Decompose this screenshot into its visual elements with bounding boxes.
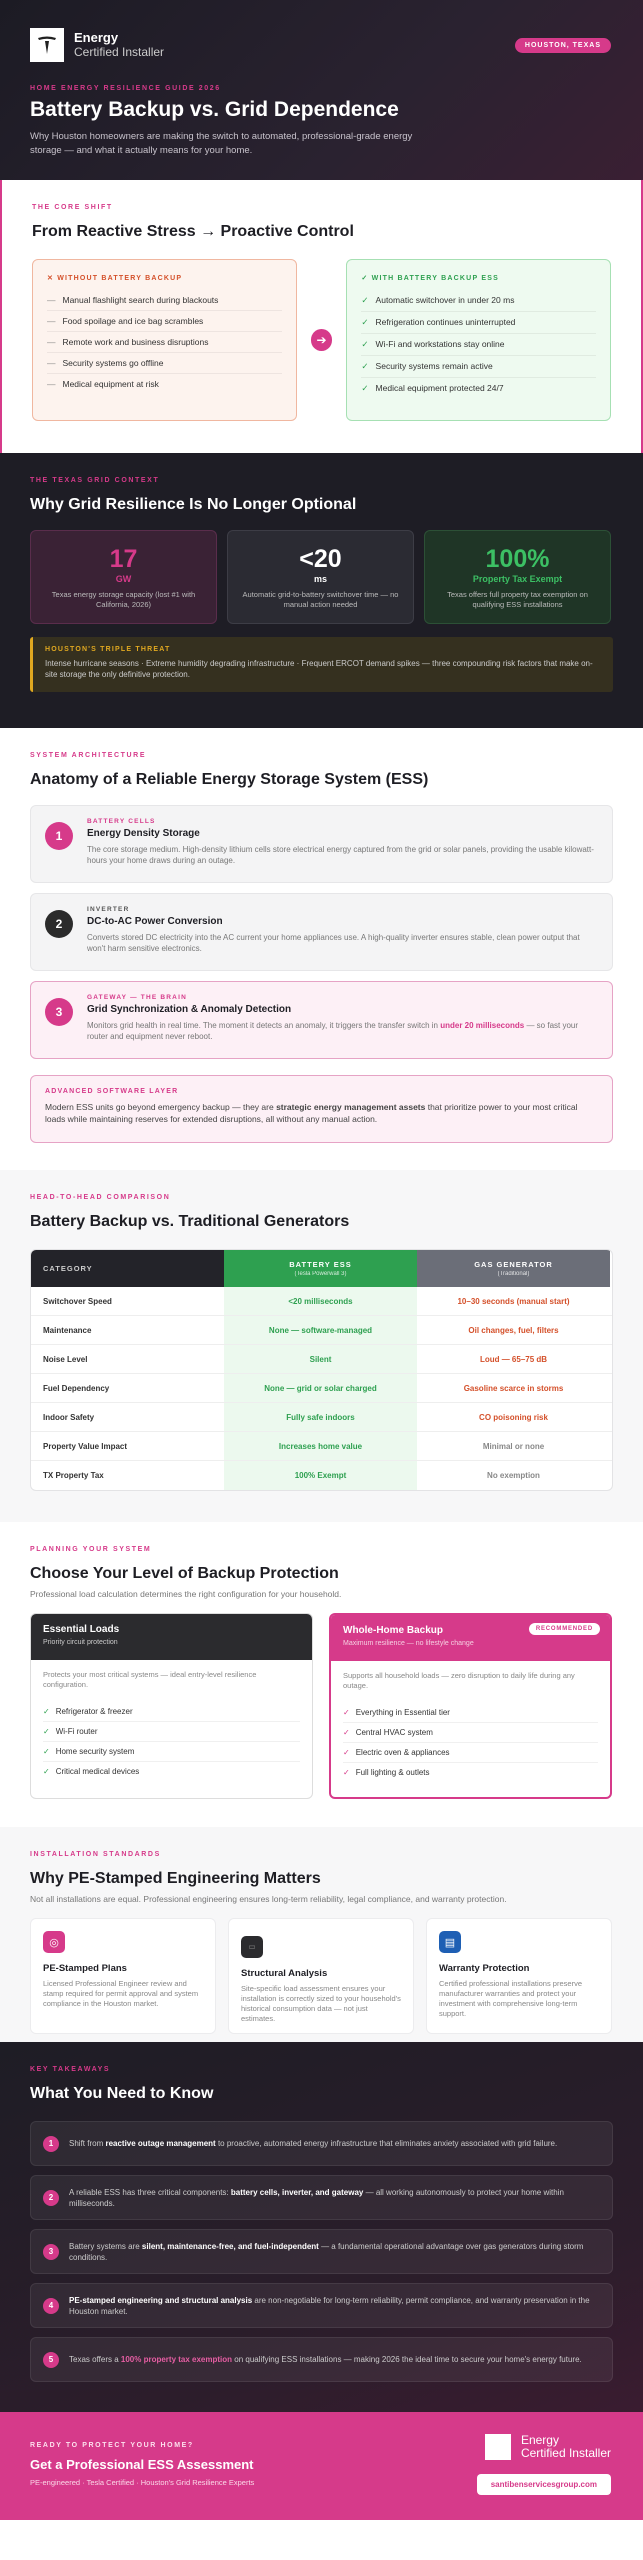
step-number: 2 — [45, 910, 73, 938]
list-item — [47, 311, 282, 332]
list-item — [47, 290, 282, 311]
cta-subtitle: PE-engineered · Tesla Certified · Houston's Grid Resilience Experts — [30, 2478, 255, 2487]
takeaway-text — [69, 2241, 600, 2263]
check-icon: ✓ — [361, 361, 369, 371]
list-item-label: Home security system — [55, 1747, 135, 1756]
list-item — [361, 312, 596, 334]
row-category: Indoor Safety — [43, 1412, 95, 1422]
list-item-label: Automatic switchover in under 20 ms — [375, 295, 515, 305]
list-item-label: Central HVAC system — [355, 1728, 433, 1737]
text: Texas offers a — [69, 2355, 121, 2364]
text-bold: PE-stamped engineering and structural analysis — [69, 2295, 253, 2305]
component-card — [30, 893, 613, 971]
step-number: 5 — [43, 2352, 59, 2368]
text-bold: strategic energy management assets — [276, 1102, 426, 1112]
header-label: CATEGORY — [43, 1264, 93, 1273]
list-item-label: Electric oven & appliances — [355, 1748, 450, 1757]
row-category: TX Property Tax — [43, 1471, 104, 1480]
column-header — [31, 1250, 224, 1287]
text: Battery systems are — [69, 2241, 142, 2251]
list-item — [361, 356, 596, 378]
list-item — [47, 374, 282, 394]
row-ess-value: None — grid or solar charged — [224, 1374, 417, 1402]
row-ess-value: None — software-managed — [224, 1316, 417, 1344]
list-item-label: Everything in Essential tier — [355, 1708, 450, 1717]
callout-title: HOUSTON'S TRIPLE THREAT — [45, 646, 171, 653]
stat-desc: Texas energy storage capacity (lost #1 with California, 2026) — [51, 590, 196, 609]
table-row — [31, 1374, 612, 1403]
text: — all working autonomously to protect your home within milliseconds. — [69, 2187, 564, 2208]
step-number: 4 — [43, 2298, 59, 2314]
dash-icon: — — [47, 379, 56, 389]
tesla-logo-icon — [485, 2434, 511, 2460]
component-kicker: INVERTER — [87, 906, 130, 913]
list-item-label: Refrigerator & freezer — [55, 1707, 133, 1716]
section-title: Battery Backup vs. Traditional Generators — [30, 1213, 350, 1230]
desc-text: — so fast your router and equipment never reboot. — [87, 1021, 579, 1041]
list-item — [47, 332, 282, 353]
takeaway-item — [30, 2337, 613, 2382]
card-header: WITH BATTERY BACKUP ESS — [371, 275, 499, 282]
stat-desc: Texas offers full property tax exemption on qualifying ESS installations — [447, 590, 588, 609]
column-header — [224, 1250, 417, 1287]
cta-section — [0, 2412, 643, 2520]
list-item — [361, 290, 596, 312]
plan-desc: Protects your most critical systems — ideal entry-level resilience configuration. — [43, 1670, 257, 1689]
stat-card — [227, 530, 414, 624]
component-card — [30, 805, 613, 883]
stat-value: <20 — [299, 545, 342, 573]
check-icon: ✓ — [43, 1767, 50, 1776]
row-ess-value: 100% Exempt — [224, 1461, 417, 1490]
list-item — [43, 1702, 300, 1722]
cta-title: Get a Professional ESS Assessment — [30, 2457, 254, 2472]
text: Shift from — [69, 2139, 106, 2148]
check-icon: ✓ — [43, 1747, 50, 1756]
list-item — [343, 1703, 598, 1723]
stat-desc: Automatic grid-to-battery switchover time — no manual action needed — [242, 590, 399, 609]
core-shift-section — [0, 180, 643, 453]
check-icon: ✓ — [343, 1708, 350, 1717]
without-battery-card — [32, 259, 297, 421]
plan-card-whole-home[interactable] — [329, 1613, 612, 1799]
section-subtitle: Professional load calculation determines the right configuration for your household. — [30, 1589, 342, 1599]
takeaway-text — [69, 2187, 600, 2209]
section-kicker: HEAD-TO-HEAD COMPARISON — [30, 1194, 171, 1201]
takeaway-text — [69, 2138, 557, 2149]
row-ess-value: <20 milliseconds — [224, 1287, 417, 1315]
protection-section — [0, 1522, 643, 1827]
takeaway-text — [69, 2354, 582, 2365]
takeaway-text — [69, 2295, 600, 2317]
section-title: Anatomy of a Reliable Energy Storage System (ESS) — [30, 771, 429, 788]
list-item-label: Critical medical devices — [55, 1767, 140, 1776]
component-title: Energy Density Storage — [87, 828, 200, 839]
hero-kicker: HOME ENERGY RESILIENCE GUIDE 2026 — [30, 85, 221, 92]
takeaways-section — [0, 2042, 643, 2412]
list-item-label: Security systems remain active — [375, 361, 493, 371]
row-category: Fuel Dependency — [43, 1383, 110, 1393]
row-category: Maintenance — [43, 1325, 92, 1335]
list-item — [43, 1762, 300, 1781]
stat-card — [424, 530, 611, 624]
takeaway-item — [30, 2121, 613, 2166]
row-ess-value: Silent — [224, 1345, 417, 1373]
dash-icon: — — [47, 337, 56, 347]
plan-sub: Priority circuit protection — [43, 1639, 118, 1646]
card-title: Warranty Protection — [439, 1963, 530, 1974]
list-item — [343, 1743, 598, 1763]
section-kicker: KEY TAKEAWAYS — [30, 2066, 111, 2073]
list-item-label: Security systems go offline — [62, 358, 164, 368]
section-title: What You Need to Know — [30, 2085, 214, 2102]
list-item-label: Remote work and business disruptions — [62, 337, 209, 347]
text-bold: reactive outage management — [105, 2139, 216, 2148]
header-label: GAS GENERATOR — [474, 1260, 553, 1269]
section-kicker: THE TEXAS GRID CONTEXT — [30, 477, 160, 484]
component-kicker: BATTERY CELLS — [87, 818, 156, 825]
step-number: 3 — [43, 2244, 59, 2260]
list-item — [343, 1763, 598, 1782]
document-icon: ▤ — [439, 1931, 461, 1953]
text: Modern ESS units go beyond emergency backup — they are — [45, 1102, 277, 1112]
table-row — [31, 1461, 612, 1490]
plan-title: Essential Loads — [43, 1624, 120, 1635]
hero-subtitle: Why Houston homeowners are making the switch to automated, professional-grade energy storage — and what it actually means for your home. — [30, 131, 413, 156]
dash-icon: — — [47, 295, 56, 305]
list-item-label: Refrigeration continues uninterrupted — [375, 317, 516, 327]
header-sub: (Traditional) — [497, 1271, 530, 1277]
plan-card-essential[interactable] — [30, 1613, 313, 1799]
stat-value: 17 — [109, 545, 138, 573]
list-item — [343, 1723, 598, 1743]
anatomy-section — [0, 728, 643, 1170]
dash-icon: — — [47, 358, 56, 368]
callout-text — [45, 1101, 598, 1125]
takeaway-item — [30, 2229, 613, 2274]
pe-card — [426, 1918, 612, 2034]
step-number: 2 — [43, 2190, 59, 2206]
section-subtitle: Not all installations are equal. Professional engineering ensures long-term reliability, legal compliance, and warranty protection. — [30, 1894, 507, 1904]
row-category: Property Value Impact — [43, 1441, 128, 1451]
row-generator-value: Loud — 65–75 dB — [479, 1354, 548, 1364]
logo-line1: Energy — [74, 30, 119, 45]
list-item — [361, 378, 596, 399]
monitor-icon: ▭ — [241, 1936, 263, 1958]
plan-sub: Maximum resilience — no lifestyle change — [343, 1640, 474, 1647]
with-battery-card — [346, 259, 611, 421]
row-ess-value: Increases home value — [224, 1432, 417, 1460]
row-generator-value: CO poisoning risk — [479, 1412, 548, 1422]
card-desc: Certified professional installations preserve manufacturer warranties and protect your investment with comprehensive long-term support. — [439, 1979, 582, 2018]
text: A reliable ESS has three critical components: — [69, 2187, 231, 2197]
row-generator-value: Minimal or none — [482, 1441, 545, 1451]
list-item-label: Wi-Fi router — [55, 1727, 98, 1736]
text: to proactive, automated energy infrastructure that eliminates anxiety associated with grid failure. — [215, 2139, 558, 2148]
grid-context-section — [0, 453, 643, 728]
section-kicker: PLANNING YOUR SYSTEM — [30, 1546, 152, 1553]
list-item-label: Manual flashlight search during blackouts — [62, 295, 219, 305]
component-title: Grid Synchronization & Anomaly Detection — [87, 1004, 292, 1015]
list-item — [43, 1722, 300, 1742]
plan-desc: Supports all household loads — zero disruption to daily life during any outage. — [343, 1671, 575, 1690]
row-ess-value: Fully safe indoors — [224, 1403, 417, 1431]
header-sub: (Tesla Powerwall 3) — [294, 1271, 347, 1277]
desc-text: Monitors grid health in real time. The moment it detects an anomaly, it triggers the transfer switch in — [87, 1021, 441, 1030]
section-title: Choose Your Level of Backup Protection — [30, 1565, 339, 1582]
list-item-label: Medical equipment protected 24/7 — [375, 383, 504, 393]
takeaway-item — [30, 2283, 613, 2328]
logo-line1: Energy — [520, 2433, 559, 2447]
table-row — [31, 1287, 612, 1316]
stat-unit: Property Tax Exempt — [472, 574, 563, 584]
pe-engineering-section — [0, 1827, 643, 2042]
pe-card — [30, 1918, 216, 2034]
row-generator-value: Oil changes, fuel, filters — [468, 1325, 559, 1335]
hero-section — [0, 0, 643, 180]
desc-highlight: under 20 milliseconds — [440, 1021, 525, 1030]
check-icon: ✓ — [343, 1768, 350, 1777]
logo-line2: Certified Installer — [74, 45, 165, 59]
plan-title: Whole-Home Backup — [343, 1625, 444, 1636]
row-category: Noise Level — [43, 1354, 88, 1364]
check-icon: ✓ — [361, 317, 369, 327]
list-item-label: Full lighting & outlets — [355, 1768, 430, 1777]
text: — a fundamental operational advantage over gas generators during storm conditions. — [69, 2241, 584, 2262]
callout-kicker: ADVANCED SOFTWARE LAYER — [45, 1088, 179, 1095]
component-kicker: GATEWAY — THE BRAIN — [87, 994, 187, 1001]
list-item-label: Wi-Fi and workstations stay online — [375, 339, 505, 349]
text-bold: 100% property tax exemption — [120, 2355, 233, 2364]
comparison-table — [30, 1249, 613, 1491]
recommended-badge: RECOMMENDED — [529, 1623, 600, 1635]
advanced-software-callout — [30, 1075, 613, 1143]
section-title: From Reactive Stress → Proactive Control — [32, 223, 354, 240]
card-title: PE-Stamped Plans — [43, 1963, 127, 1974]
list-item — [43, 1742, 300, 1762]
check-icon: ✓ — [361, 383, 369, 393]
table-row — [31, 1316, 612, 1345]
arrow-right-icon: ➔ — [311, 329, 333, 351]
list-item-label: Medical equipment at risk — [62, 379, 159, 389]
check-icon: ✓ — [361, 295, 369, 305]
section-title: Why Grid Resilience Is No Longer Optional — [30, 496, 357, 513]
row-generator-value: No exemption — [487, 1471, 540, 1480]
section-title: Why PE-Stamped Engineering Matters — [30, 1870, 321, 1887]
card-desc: Licensed Professional Engineer review and stamp required for permit approval and system compliance in the Houston market. — [43, 1979, 199, 2008]
stat-unit: ms — [313, 574, 327, 584]
x-icon: ✕ — [47, 275, 58, 282]
card-header: WITHOUT BATTERY BACKUP — [57, 275, 183, 282]
text-bold: silent, maintenance-free, and fuel-independent — [141, 2241, 319, 2251]
check-icon: ✓ — [361, 275, 372, 282]
footer-logo — [485, 2434, 611, 2460]
stat-value: 100% — [485, 545, 550, 573]
card-title: Structural Analysis — [241, 1968, 328, 1979]
location-badge: HOUSTON, TEXAS — [515, 38, 611, 53]
list-item-label: Food spoilage and ice bag scrambles — [62, 316, 204, 326]
check-icon: ✓ — [43, 1727, 50, 1736]
check-icon: ✓ — [361, 339, 369, 349]
stamp-icon: ◎ — [43, 1931, 65, 1953]
row-category: Switchover Speed — [43, 1296, 112, 1306]
comparison-section — [0, 1170, 643, 1522]
step-number: 1 — [43, 2136, 59, 2152]
row-generator-value: Gasoline scarce in storms — [463, 1383, 564, 1393]
stat-card — [30, 530, 217, 624]
list-item — [47, 353, 282, 374]
table-row — [31, 1403, 612, 1432]
table-row — [31, 1432, 612, 1461]
dash-icon: — — [47, 316, 56, 326]
text: that prioritize power to your most critical loads while maintaining reserves for extended disruptions, all without any manual action. — [45, 1102, 578, 1124]
triple-threat-callout — [30, 637, 613, 692]
callout-text: Intense hurricane seasons · Extreme humidity degrading infrastructure · Frequent ERCOT demand spikes — three compounding risk factors that make on-site storage the only definitive protection. — [45, 659, 593, 679]
section-kicker: THE CORE SHIFT — [32, 204, 113, 211]
tesla-logo-icon — [30, 28, 64, 62]
check-icon: ✓ — [343, 1728, 350, 1737]
section-kicker: INSTALLATION STANDARDS — [30, 1851, 161, 1858]
logo-line2: Certified Installer — [520, 2446, 611, 2460]
step-number: 1 — [45, 822, 73, 850]
component-desc — [87, 1020, 598, 1042]
component-card — [30, 981, 613, 1059]
text: on qualifying ESS installations — making 2026 the ideal time to secure your home's energy future. — [232, 2355, 582, 2364]
component-desc: Converts stored DC electricity into the AC current your home appliances use. A high-quality inverter ensures stable, clean power output that won't harm sensitive electronics. — [87, 933, 580, 953]
column-header — [417, 1250, 610, 1287]
check-icon: ✓ — [43, 1707, 50, 1716]
component-title: DC-to-AC Power Conversion — [87, 916, 223, 927]
page-title: Battery Backup vs. Grid Dependence — [30, 98, 399, 121]
stat-unit: GW — [115, 574, 132, 584]
component-desc: The core storage medium. High-density lithium cells store electrical energy captured from the grid or solar panels, providing the usable kilowatt-hours your home draws during an outage. — [87, 845, 594, 865]
step-number: 3 — [45, 998, 73, 1026]
cta-kicker: READY TO PROTECT YOUR HOME? — [30, 2442, 194, 2449]
row-generator-value: 10–30 seconds (manual start) — [457, 1296, 570, 1306]
text: are non-negotiable for long-term reliability, permit compliance, and warranty preservation in the Houston market. — [69, 2295, 590, 2316]
table-header — [31, 1250, 612, 1287]
check-icon: ✓ — [343, 1748, 350, 1757]
text-bold: battery cells, inverter, and gateway — [230, 2187, 364, 2197]
card-desc: Site-specific load assessment ensures your installation is correctly sized to your household's historical consumption data — not just estimates. — [241, 1984, 401, 2023]
header-label: BATTERY ESS — [289, 1260, 352, 1269]
table-row — [31, 1345, 612, 1374]
website-link-button[interactable]: santibenservicesgroup.com — [477, 2474, 611, 2495]
pe-card — [228, 1918, 414, 2034]
takeaway-item — [30, 2175, 613, 2220]
list-item — [361, 334, 596, 356]
section-kicker: SYSTEM ARCHITECTURE — [30, 752, 147, 759]
